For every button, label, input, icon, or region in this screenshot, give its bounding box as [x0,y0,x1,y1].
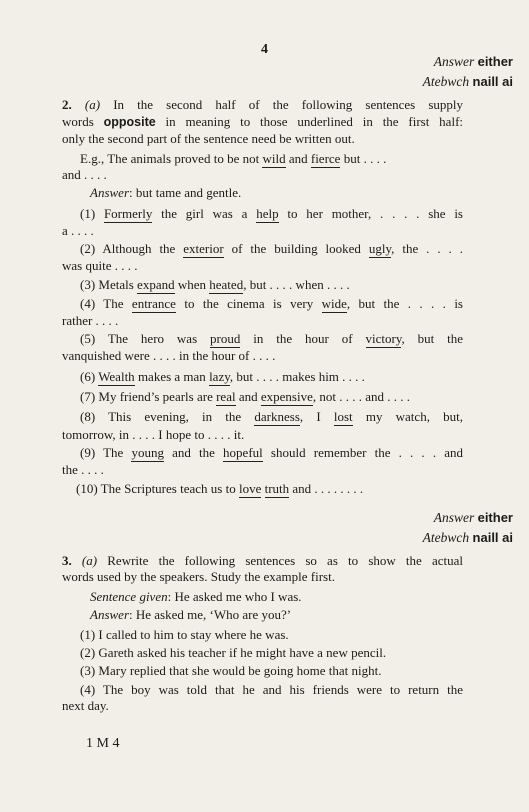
q2-instruction-line-3: only the second part of the sentence need be written out. [62,131,355,146]
q2-item-2: (2) Although the exterior of the building looked ugly, the . . . . [80,241,463,256]
q2-item-9: (9) The young and the hopeful should remember the . . . . and [80,445,463,460]
q3-example-answer: Answer: He asked me, ‘Who are you?’ [90,607,292,622]
q2-item-4-cont: rather . . . . [62,313,119,328]
answer-either-en-2: Answer either [433,510,513,525]
q2-item-10: (10) The Scriptures teach us to love truth and . . . . . . . . [76,481,364,496]
answer-either-cy-2: Atebwch naill ai [422,530,513,545]
q3-item-4: (4) The boy was told that he and his friends were to return the [80,682,463,697]
q3-sentence-given: Sentence given: He asked me who I was. [90,589,302,604]
q2-instruction-line-1: 2. (a) In the second half of the following sentences supply [62,97,464,112]
q2-item-1-cont: a . . . . [62,223,94,238]
q3-instruction-line-2: words used by the speakers. Study the example first. [62,569,335,584]
q3-instruction-line-1: 3. (a) Rewrite the following sentences so as to show the actual [62,553,464,568]
q3-item-3: (3) Mary replied that she would be going home that night. [80,663,382,678]
answer-either-cy: Atebwch naill ai [422,74,513,89]
q2-item-1: (1) Formerly the girl was a help to her mother, . . . . she is [80,206,463,221]
q2-item-7: (7) My friend’s pearls are real and expensive, not . . . . and . . . . [80,389,410,404]
q2-item-5: (5) The hero was proud in the hour of victory, but the [80,331,464,346]
q2-item-3: (3) Metals expand when heated, but . . . . when . . . . [80,277,350,292]
q3-item-1: (1) I called to him to stay where he was. [80,627,289,642]
q2-item-8: (8) This evening, in the darkness, I lost my watch, but, [80,409,463,424]
q3-item-4-cont: next day. [62,698,109,713]
q2-item-2-cont: was quite . . . . [62,258,138,273]
q2-example-line-2: and . . . . [62,167,107,182]
q2-example-answer: Answer: but tame and gentle. [90,185,242,200]
page-number: 4 [261,42,268,57]
q2-item-5-cont: vanquished were . . . . in the hour of . . . . [62,348,276,363]
q2-item-4: (4) The entrance to the cinema is very wide, but the . . . . is [80,296,463,311]
q2-example-line-1: E.g., The animals proved to be not wild and fierce but . . . . [80,151,387,166]
q2-instruction-line-2: words opposite in meaning to those underlined in the first half: [62,114,464,129]
q2-item-6: (6) Wealth makes a man lazy, but . . . . makes him . . . . [80,369,365,384]
q3-item-2: (2) Gareth asked his teacher if he might have a new pencil. [80,645,387,660]
page-footer-code: 1 M 4 [86,736,120,751]
answer-either-en: Answer either [433,54,513,69]
q2-item-8-cont: tomorrow, in . . . . I hope to . . . . it. [62,427,245,442]
q2-item-9-cont: the . . . . [62,462,104,477]
